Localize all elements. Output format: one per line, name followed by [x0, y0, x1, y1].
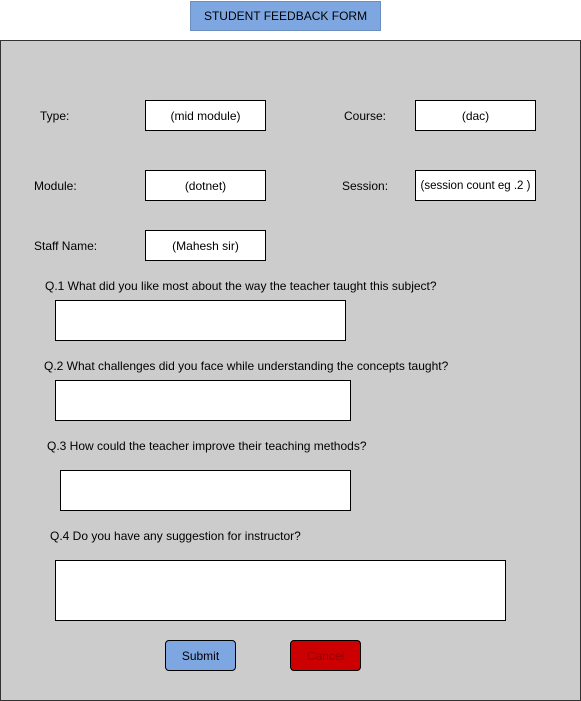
- question-1-answer[interactable]: [55, 300, 346, 341]
- question-2-answer[interactable]: [55, 380, 351, 421]
- question-4-label: Q.4 Do you have any suggestion for instructor?: [50, 529, 301, 543]
- cancel-button[interactable]: Cancel: [290, 640, 361, 671]
- question-1-label: Q.1 What did you like most about the way the teacher taught this subject?: [45, 279, 437, 293]
- module-field[interactable]: (dotnet): [145, 170, 266, 201]
- type-field[interactable]: (mid module): [145, 100, 266, 131]
- course-field[interactable]: (dac): [415, 100, 536, 131]
- course-label: Course:: [344, 109, 387, 123]
- session-label: Session:: [342, 179, 389, 193]
- session-field[interactable]: (session count eg .2 ): [415, 170, 536, 201]
- staff-name-label: Staff Name:: [34, 239, 98, 253]
- question-2-label: Q.2 What challenges did you face while understanding the concepts taught?: [44, 359, 449, 373]
- form-title: STUDENT FEEDBACK FORM: [190, 1, 381, 31]
- module-label: Module:: [34, 179, 77, 193]
- submit-button[interactable]: Submit: [165, 640, 236, 671]
- question-3-label: Q.3 How could the teacher improve their teaching methods?: [47, 439, 367, 453]
- staff-name-field[interactable]: (Mahesh sir): [145, 230, 266, 261]
- type-label: Type:: [40, 109, 70, 123]
- question-3-answer[interactable]: [60, 470, 351, 511]
- question-4-answer[interactable]: [55, 560, 506, 621]
